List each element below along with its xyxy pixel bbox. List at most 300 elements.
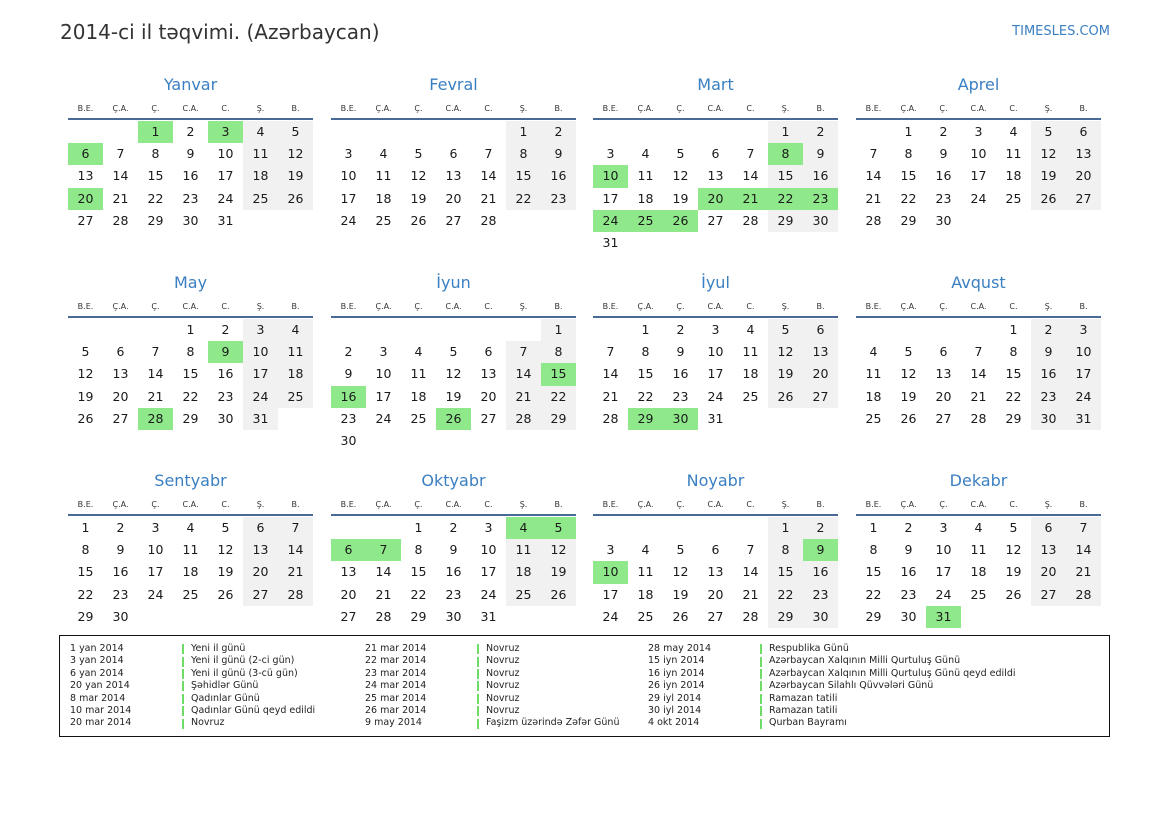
day-cell[interactable]: 22 bbox=[77, 586, 94, 602]
day-cell[interactable]: 13 bbox=[112, 366, 129, 382]
day-cell[interactable]: 25 bbox=[1005, 190, 1022, 206]
day-cell[interactable]: 8 bbox=[869, 542, 878, 558]
day-cell[interactable]: 25 bbox=[628, 210, 663, 232]
day-cell[interactable]: 31 bbox=[243, 408, 278, 430]
day-cell[interactable]: 10 bbox=[375, 366, 392, 382]
day-cell[interactable]: 3 bbox=[939, 520, 948, 535]
day-cell[interactable]: 20 bbox=[698, 188, 733, 210]
day-cell[interactable]: 31 bbox=[217, 212, 234, 228]
day-cell[interactable]: 31 bbox=[1066, 408, 1101, 430]
day-cell[interactable]: 17 bbox=[707, 366, 724, 382]
day-cell[interactable]: 19 bbox=[410, 190, 427, 206]
day-cell[interactable]: 28 bbox=[112, 212, 129, 228]
day-cell[interactable]: 30 bbox=[112, 608, 129, 624]
day-cell[interactable]: 6 bbox=[484, 344, 493, 360]
day-cell[interactable]: 3 bbox=[151, 520, 160, 535]
day-cell[interactable]: 30 bbox=[803, 606, 838, 628]
day-cell[interactable]: 12 bbox=[768, 341, 803, 363]
day-cell[interactable]: 28 bbox=[742, 608, 759, 624]
day-cell[interactable]: 21 bbox=[602, 388, 619, 404]
day-cell[interactable]: 21 bbox=[1066, 561, 1101, 583]
day-cell[interactable]: 26 bbox=[436, 408, 471, 430]
day-cell[interactable]: 12 bbox=[217, 542, 234, 558]
day-cell[interactable]: 15 bbox=[1005, 366, 1022, 382]
day-cell[interactable]: 10 bbox=[707, 344, 724, 360]
day-cell[interactable]: 7 bbox=[974, 344, 983, 360]
day-cell[interactable]: 22 bbox=[541, 386, 576, 408]
day-cell[interactable]: 7 bbox=[746, 146, 755, 162]
day-cell[interactable]: 4 bbox=[243, 121, 278, 143]
day-cell[interactable]: 10 bbox=[147, 542, 164, 558]
day-cell[interactable]: 4 bbox=[641, 146, 650, 162]
day-cell[interactable]: 15 bbox=[506, 165, 541, 187]
day-cell[interactable]: 27 bbox=[1031, 584, 1066, 606]
day-cell[interactable]: 23 bbox=[803, 188, 838, 210]
day-cell[interactable]: 21 bbox=[506, 386, 541, 408]
day-cell[interactable]: 25 bbox=[410, 410, 427, 426]
day-cell[interactable]: 9 bbox=[676, 344, 685, 360]
day-cell[interactable]: 20 bbox=[803, 363, 838, 385]
day-cell[interactable]: 22 bbox=[900, 190, 917, 206]
day-cell[interactable]: 29 bbox=[182, 410, 199, 426]
day-cell[interactable]: 11 bbox=[375, 168, 392, 184]
day-cell[interactable]: 18 bbox=[182, 564, 199, 580]
day-cell[interactable]: 16 bbox=[900, 564, 917, 580]
day-cell[interactable]: 20 bbox=[445, 190, 462, 206]
day-cell[interactable]: 16 bbox=[803, 165, 838, 187]
day-cell[interactable]: 9 bbox=[186, 146, 195, 162]
day-cell[interactable]: 24 bbox=[340, 212, 357, 228]
day-cell[interactable]: 15 bbox=[541, 363, 576, 385]
day-cell[interactable]: 3 bbox=[379, 344, 388, 360]
day-cell[interactable]: 7 bbox=[278, 517, 313, 539]
day-cell[interactable]: 23 bbox=[112, 586, 129, 602]
day-cell[interactable]: 19 bbox=[217, 564, 234, 580]
day-cell[interactable]: 15 bbox=[182, 366, 199, 382]
day-cell[interactable]: 29 bbox=[768, 210, 803, 232]
day-cell[interactable]: 24 bbox=[707, 388, 724, 404]
day-cell[interactable]: 27 bbox=[112, 410, 129, 426]
day-cell[interactable]: 24 bbox=[1066, 386, 1101, 408]
day-cell[interactable]: 15 bbox=[637, 366, 654, 382]
day-cell[interactable]: 8 bbox=[81, 542, 90, 558]
day-cell[interactable]: 19 bbox=[77, 388, 94, 404]
day-cell[interactable]: 10 bbox=[935, 542, 952, 558]
day-cell[interactable]: 19 bbox=[672, 586, 689, 602]
day-cell[interactable]: 6 bbox=[68, 143, 103, 165]
day-cell[interactable]: 8 bbox=[541, 341, 576, 363]
day-cell[interactable]: 13 bbox=[803, 341, 838, 363]
day-cell[interactable]: 8 bbox=[151, 146, 160, 162]
day-cell[interactable]: 28 bbox=[375, 608, 392, 624]
day-cell[interactable]: 20 bbox=[243, 561, 278, 583]
day-cell[interactable]: 28 bbox=[278, 584, 313, 606]
day-cell[interactable]: 22 bbox=[865, 586, 882, 602]
day-cell[interactable]: 26 bbox=[77, 410, 94, 426]
day-cell[interactable]: 1 bbox=[768, 517, 803, 539]
day-cell[interactable]: 1 bbox=[186, 322, 195, 337]
day-cell[interactable]: 30 bbox=[663, 408, 698, 430]
day-cell[interactable]: 20 bbox=[707, 586, 724, 602]
day-cell[interactable]: 8 bbox=[186, 344, 195, 360]
day-cell[interactable]: 17 bbox=[147, 564, 164, 580]
day-cell[interactable]: 26 bbox=[410, 212, 427, 228]
day-cell[interactable]: 29 bbox=[1005, 410, 1022, 426]
day-cell[interactable]: 23 bbox=[182, 190, 199, 206]
day-cell[interactable]: 28 bbox=[506, 408, 541, 430]
day-cell[interactable]: 12 bbox=[278, 143, 313, 165]
day-cell[interactable]: 24 bbox=[375, 410, 392, 426]
day-cell[interactable]: 18 bbox=[637, 190, 654, 206]
day-cell[interactable]: 9 bbox=[541, 143, 576, 165]
day-cell[interactable]: 19 bbox=[1005, 564, 1022, 580]
day-cell[interactable]: 13 bbox=[1066, 143, 1101, 165]
day-cell[interactable]: 11 bbox=[1005, 146, 1022, 162]
day-cell[interactable]: 16 bbox=[445, 564, 462, 580]
day-cell[interactable]: 8 bbox=[506, 143, 541, 165]
day-cell[interactable]: 31 bbox=[602, 234, 619, 250]
day-cell[interactable]: 14 bbox=[112, 168, 129, 184]
day-cell[interactable]: 30 bbox=[935, 212, 952, 228]
day-cell[interactable]: 2 bbox=[449, 520, 458, 535]
day-cell[interactable]: 6 bbox=[803, 319, 838, 341]
day-cell[interactable]: 5 bbox=[449, 344, 458, 360]
day-cell[interactable]: 18 bbox=[278, 363, 313, 385]
day-cell[interactable]: 17 bbox=[243, 363, 278, 385]
day-cell[interactable]: 17 bbox=[970, 168, 987, 184]
day-cell[interactable]: 26 bbox=[663, 210, 698, 232]
day-cell[interactable]: 14 bbox=[970, 366, 987, 382]
day-cell[interactable]: 2 bbox=[939, 124, 948, 139]
day-cell[interactable]: 6 bbox=[1066, 121, 1101, 143]
day-cell[interactable]: 30 bbox=[1031, 408, 1066, 430]
day-cell[interactable]: 1 bbox=[541, 319, 576, 341]
day-cell[interactable]: 28 bbox=[138, 408, 173, 430]
day-cell[interactable]: 21 bbox=[112, 190, 129, 206]
day-cell[interactable]: 26 bbox=[768, 386, 803, 408]
day-cell[interactable]: 14 bbox=[865, 168, 882, 184]
day-cell[interactable]: 5 bbox=[676, 146, 685, 162]
day-cell[interactable]: 3 bbox=[606, 542, 615, 558]
day-cell[interactable]: 4 bbox=[278, 319, 313, 341]
day-cell[interactable]: 9 bbox=[116, 542, 125, 558]
day-cell[interactable]: 14 bbox=[375, 564, 392, 580]
day-cell[interactable]: 17 bbox=[602, 586, 619, 602]
day-cell[interactable]: 14 bbox=[1066, 539, 1101, 561]
day-cell[interactable]: 25 bbox=[243, 188, 278, 210]
day-cell[interactable]: 19 bbox=[1031, 165, 1066, 187]
day-cell[interactable]: 28 bbox=[480, 212, 497, 228]
brand-link[interactable]: TIMESLES.COM bbox=[1012, 24, 1110, 39]
day-cell[interactable]: 19 bbox=[672, 190, 689, 206]
day-cell[interactable]: 8 bbox=[904, 146, 913, 162]
day-cell[interactable]: 7 bbox=[151, 344, 160, 360]
day-cell[interactable]: 28 bbox=[742, 212, 759, 228]
day-cell[interactable]: 3 bbox=[711, 322, 720, 337]
day-cell[interactable]: 29 bbox=[628, 408, 663, 430]
day-cell[interactable]: 25 bbox=[278, 386, 313, 408]
day-cell[interactable]: 13 bbox=[707, 168, 724, 184]
day-cell[interactable]: 27 bbox=[243, 584, 278, 606]
day-cell[interactable]: 7 bbox=[116, 146, 125, 162]
day-cell[interactable]: 17 bbox=[1066, 363, 1101, 385]
day-cell[interactable]: 20 bbox=[340, 586, 357, 602]
day-cell[interactable]: 14 bbox=[506, 363, 541, 385]
day-cell[interactable]: 9 bbox=[904, 542, 913, 558]
day-cell[interactable]: 4 bbox=[506, 517, 541, 539]
day-cell[interactable]: 21 bbox=[970, 388, 987, 404]
day-cell[interactable]: 9 bbox=[939, 146, 948, 162]
day-cell[interactable]: 4 bbox=[869, 344, 878, 360]
day-cell[interactable]: 4 bbox=[186, 520, 195, 535]
day-cell[interactable]: 14 bbox=[480, 168, 497, 184]
day-cell[interactable]: 1 bbox=[138, 121, 173, 143]
day-cell[interactable]: 5 bbox=[1009, 520, 1018, 535]
day-cell[interactable]: 3 bbox=[1066, 319, 1101, 341]
day-cell[interactable]: 17 bbox=[217, 168, 234, 184]
day-cell[interactable]: 28 bbox=[1066, 584, 1101, 606]
day-cell[interactable]: 17 bbox=[480, 564, 497, 580]
day-cell[interactable]: 19 bbox=[900, 388, 917, 404]
day-cell[interactable]: 4 bbox=[641, 542, 650, 558]
day-cell[interactable]: 6 bbox=[331, 539, 366, 561]
day-cell[interactable]: 15 bbox=[768, 165, 803, 187]
day-cell[interactable]: 26 bbox=[900, 410, 917, 426]
day-cell[interactable]: 23 bbox=[935, 190, 952, 206]
day-cell[interactable]: 12 bbox=[541, 539, 576, 561]
day-cell[interactable]: 9 bbox=[1031, 341, 1066, 363]
day-cell[interactable]: 23 bbox=[1031, 386, 1066, 408]
day-cell[interactable]: 22 bbox=[1005, 388, 1022, 404]
day-cell[interactable]: 21 bbox=[865, 190, 882, 206]
day-cell[interactable]: 24 bbox=[970, 190, 987, 206]
day-cell[interactable]: 6 bbox=[243, 517, 278, 539]
day-cell[interactable]: 18 bbox=[865, 388, 882, 404]
day-cell[interactable]: 28 bbox=[865, 212, 882, 228]
day-cell[interactable]: 20 bbox=[935, 388, 952, 404]
day-cell[interactable]: 12 bbox=[672, 564, 689, 580]
day-cell[interactable]: 12 bbox=[77, 366, 94, 382]
day-cell[interactable]: 4 bbox=[746, 322, 755, 337]
day-cell[interactable]: 23 bbox=[900, 586, 917, 602]
day-cell[interactable]: 19 bbox=[541, 561, 576, 583]
day-cell[interactable]: 16 bbox=[803, 561, 838, 583]
day-cell[interactable]: 25 bbox=[375, 212, 392, 228]
day-cell[interactable]: 1 bbox=[81, 520, 90, 535]
day-cell[interactable]: 4 bbox=[379, 146, 388, 162]
day-cell[interactable]: 23 bbox=[672, 388, 689, 404]
day-cell[interactable]: 22 bbox=[182, 388, 199, 404]
day-cell[interactable]: 16 bbox=[541, 165, 576, 187]
day-cell[interactable]: 27 bbox=[803, 386, 838, 408]
day-cell[interactable]: 13 bbox=[445, 168, 462, 184]
day-cell[interactable]: 10 bbox=[1066, 341, 1101, 363]
day-cell[interactable]: 7 bbox=[1066, 517, 1101, 539]
day-cell[interactable]: 12 bbox=[672, 168, 689, 184]
day-cell[interactable]: 17 bbox=[375, 388, 392, 404]
day-cell[interactable]: 22 bbox=[410, 586, 427, 602]
day-cell[interactable]: 11 bbox=[410, 366, 427, 382]
day-cell[interactable]: 19 bbox=[278, 165, 313, 187]
day-cell[interactable]: 9 bbox=[449, 542, 458, 558]
day-cell[interactable]: 15 bbox=[865, 564, 882, 580]
day-cell[interactable]: 8 bbox=[768, 539, 803, 561]
day-cell[interactable]: 17 bbox=[602, 190, 619, 206]
day-cell[interactable]: 21 bbox=[147, 388, 164, 404]
day-cell[interactable]: 24 bbox=[217, 190, 234, 206]
day-cell[interactable]: 4 bbox=[414, 344, 423, 360]
day-cell[interactable]: 2 bbox=[344, 344, 353, 360]
day-cell[interactable]: 2 bbox=[803, 517, 838, 539]
day-cell[interactable]: 27 bbox=[707, 608, 724, 624]
day-cell[interactable]: 9 bbox=[803, 143, 838, 165]
day-cell[interactable]: 26 bbox=[278, 188, 313, 210]
day-cell[interactable]: 21 bbox=[278, 561, 313, 583]
day-cell[interactable]: 1 bbox=[869, 520, 878, 535]
day-cell[interactable]: 18 bbox=[742, 366, 759, 382]
day-cell[interactable]: 16 bbox=[217, 366, 234, 382]
day-cell[interactable]: 30 bbox=[217, 410, 234, 426]
day-cell[interactable]: 7 bbox=[484, 146, 493, 162]
day-cell[interactable]: 8 bbox=[641, 344, 650, 360]
day-cell[interactable]: 5 bbox=[768, 319, 803, 341]
day-cell[interactable]: 24 bbox=[602, 608, 619, 624]
day-cell[interactable]: 7 bbox=[606, 344, 615, 360]
day-cell[interactable]: 25 bbox=[742, 388, 759, 404]
day-cell[interactable]: 15 bbox=[410, 564, 427, 580]
day-cell[interactable]: 20 bbox=[480, 388, 497, 404]
day-cell[interactable]: 3 bbox=[344, 146, 353, 162]
day-cell[interactable]: 25 bbox=[506, 584, 541, 606]
day-cell[interactable]: 21 bbox=[742, 586, 759, 602]
day-cell[interactable]: 15 bbox=[147, 168, 164, 184]
day-cell[interactable]: 5 bbox=[1031, 121, 1066, 143]
day-cell[interactable]: 18 bbox=[243, 165, 278, 187]
day-cell[interactable]: 11 bbox=[243, 143, 278, 165]
day-cell[interactable]: 16 bbox=[112, 564, 129, 580]
day-cell[interactable]: 23 bbox=[541, 188, 576, 210]
day-cell[interactable]: 19 bbox=[768, 363, 803, 385]
day-cell[interactable]: 24 bbox=[480, 586, 497, 602]
day-cell[interactable]: 10 bbox=[217, 146, 234, 162]
day-cell[interactable]: 29 bbox=[900, 212, 917, 228]
day-cell[interactable]: 20 bbox=[68, 188, 103, 210]
day-cell[interactable]: 21 bbox=[375, 586, 392, 602]
day-cell[interactable]: 10 bbox=[970, 146, 987, 162]
day-cell[interactable]: 15 bbox=[77, 564, 94, 580]
day-cell[interactable]: 25 bbox=[865, 410, 882, 426]
day-cell[interactable]: 26 bbox=[217, 586, 234, 602]
day-cell[interactable]: 20 bbox=[1066, 165, 1101, 187]
day-cell[interactable]: 12 bbox=[900, 366, 917, 382]
day-cell[interactable]: 30 bbox=[803, 210, 838, 232]
day-cell[interactable]: 26 bbox=[541, 584, 576, 606]
day-cell[interactable]: 18 bbox=[637, 586, 654, 602]
day-cell[interactable]: 11 bbox=[637, 168, 654, 184]
day-cell[interactable]: 1 bbox=[641, 322, 650, 337]
day-cell[interactable]: 3 bbox=[974, 124, 983, 139]
day-cell[interactable]: 13 bbox=[707, 564, 724, 580]
day-cell[interactable]: 11 bbox=[506, 539, 541, 561]
day-cell[interactable]: 16 bbox=[672, 366, 689, 382]
day-cell[interactable]: 16 bbox=[1031, 363, 1066, 385]
day-cell[interactable]: 10 bbox=[243, 341, 278, 363]
day-cell[interactable]: 10 bbox=[480, 542, 497, 558]
day-cell[interactable]: 29 bbox=[147, 212, 164, 228]
day-cell[interactable]: 31 bbox=[480, 608, 497, 624]
day-cell[interactable]: 11 bbox=[278, 341, 313, 363]
day-cell[interactable]: 6 bbox=[116, 344, 125, 360]
day-cell[interactable]: 23 bbox=[217, 388, 234, 404]
day-cell[interactable]: 24 bbox=[243, 386, 278, 408]
day-cell[interactable]: 13 bbox=[340, 564, 357, 580]
day-cell[interactable]: 13 bbox=[935, 366, 952, 382]
day-cell[interactable]: 29 bbox=[768, 606, 803, 628]
day-cell[interactable]: 8 bbox=[414, 542, 423, 558]
day-cell[interactable]: 5 bbox=[904, 344, 913, 360]
day-cell[interactable]: 27 bbox=[935, 410, 952, 426]
day-cell[interactable]: 22 bbox=[637, 388, 654, 404]
day-cell[interactable]: 3 bbox=[606, 146, 615, 162]
day-cell[interactable]: 14 bbox=[278, 539, 313, 561]
day-cell[interactable]: 25 bbox=[182, 586, 199, 602]
day-cell[interactable]: 5 bbox=[541, 517, 576, 539]
day-cell[interactable]: 9 bbox=[803, 539, 838, 561]
day-cell[interactable]: 18 bbox=[1005, 168, 1022, 184]
day-cell[interactable]: 9 bbox=[344, 366, 353, 382]
day-cell[interactable]: 17 bbox=[935, 564, 952, 580]
day-cell[interactable]: 12 bbox=[445, 366, 462, 382]
day-cell[interactable]: 7 bbox=[869, 146, 878, 162]
day-cell[interactable]: 11 bbox=[637, 564, 654, 580]
day-cell[interactable]: 29 bbox=[865, 608, 882, 624]
day-cell[interactable]: 11 bbox=[742, 344, 759, 360]
day-cell[interactable]: 8 bbox=[1009, 344, 1018, 360]
day-cell[interactable]: 2 bbox=[116, 520, 125, 535]
day-cell[interactable]: 30 bbox=[182, 212, 199, 228]
day-cell[interactable]: 17 bbox=[340, 190, 357, 206]
day-cell[interactable]: 3 bbox=[243, 319, 278, 341]
day-cell[interactable]: 27 bbox=[480, 410, 497, 426]
day-cell[interactable]: 7 bbox=[746, 542, 755, 558]
day-cell[interactable]: 4 bbox=[974, 520, 983, 535]
day-cell[interactable]: 21 bbox=[733, 188, 768, 210]
day-cell[interactable]: 1 bbox=[1009, 322, 1018, 337]
day-cell[interactable]: 22 bbox=[768, 188, 803, 210]
day-cell[interactable]: 16 bbox=[935, 168, 952, 184]
day-cell[interactable]: 6 bbox=[1031, 517, 1066, 539]
day-cell[interactable]: 6 bbox=[711, 146, 720, 162]
day-cell[interactable]: 27 bbox=[340, 608, 357, 624]
day-cell[interactable]: 5 bbox=[221, 520, 230, 535]
day-cell[interactable]: 26 bbox=[1005, 586, 1022, 602]
day-cell[interactable]: 2 bbox=[1031, 319, 1066, 341]
day-cell[interactable]: 1 bbox=[904, 124, 913, 139]
day-cell[interactable]: 31 bbox=[707, 410, 724, 426]
day-cell[interactable]: 25 bbox=[970, 586, 987, 602]
day-cell[interactable]: 11 bbox=[182, 542, 199, 558]
day-cell[interactable]: 27 bbox=[77, 212, 94, 228]
day-cell[interactable]: 20 bbox=[1031, 561, 1066, 583]
day-cell[interactable]: 1 bbox=[506, 121, 541, 143]
day-cell[interactable]: 11 bbox=[865, 366, 882, 382]
day-cell[interactable]: 30 bbox=[445, 608, 462, 624]
day-cell[interactable]: 3 bbox=[484, 520, 493, 535]
day-cell[interactable]: 7 bbox=[506, 341, 541, 363]
day-cell[interactable]: 12 bbox=[1031, 143, 1066, 165]
day-cell[interactable]: 23 bbox=[445, 586, 462, 602]
day-cell[interactable]: 14 bbox=[742, 168, 759, 184]
